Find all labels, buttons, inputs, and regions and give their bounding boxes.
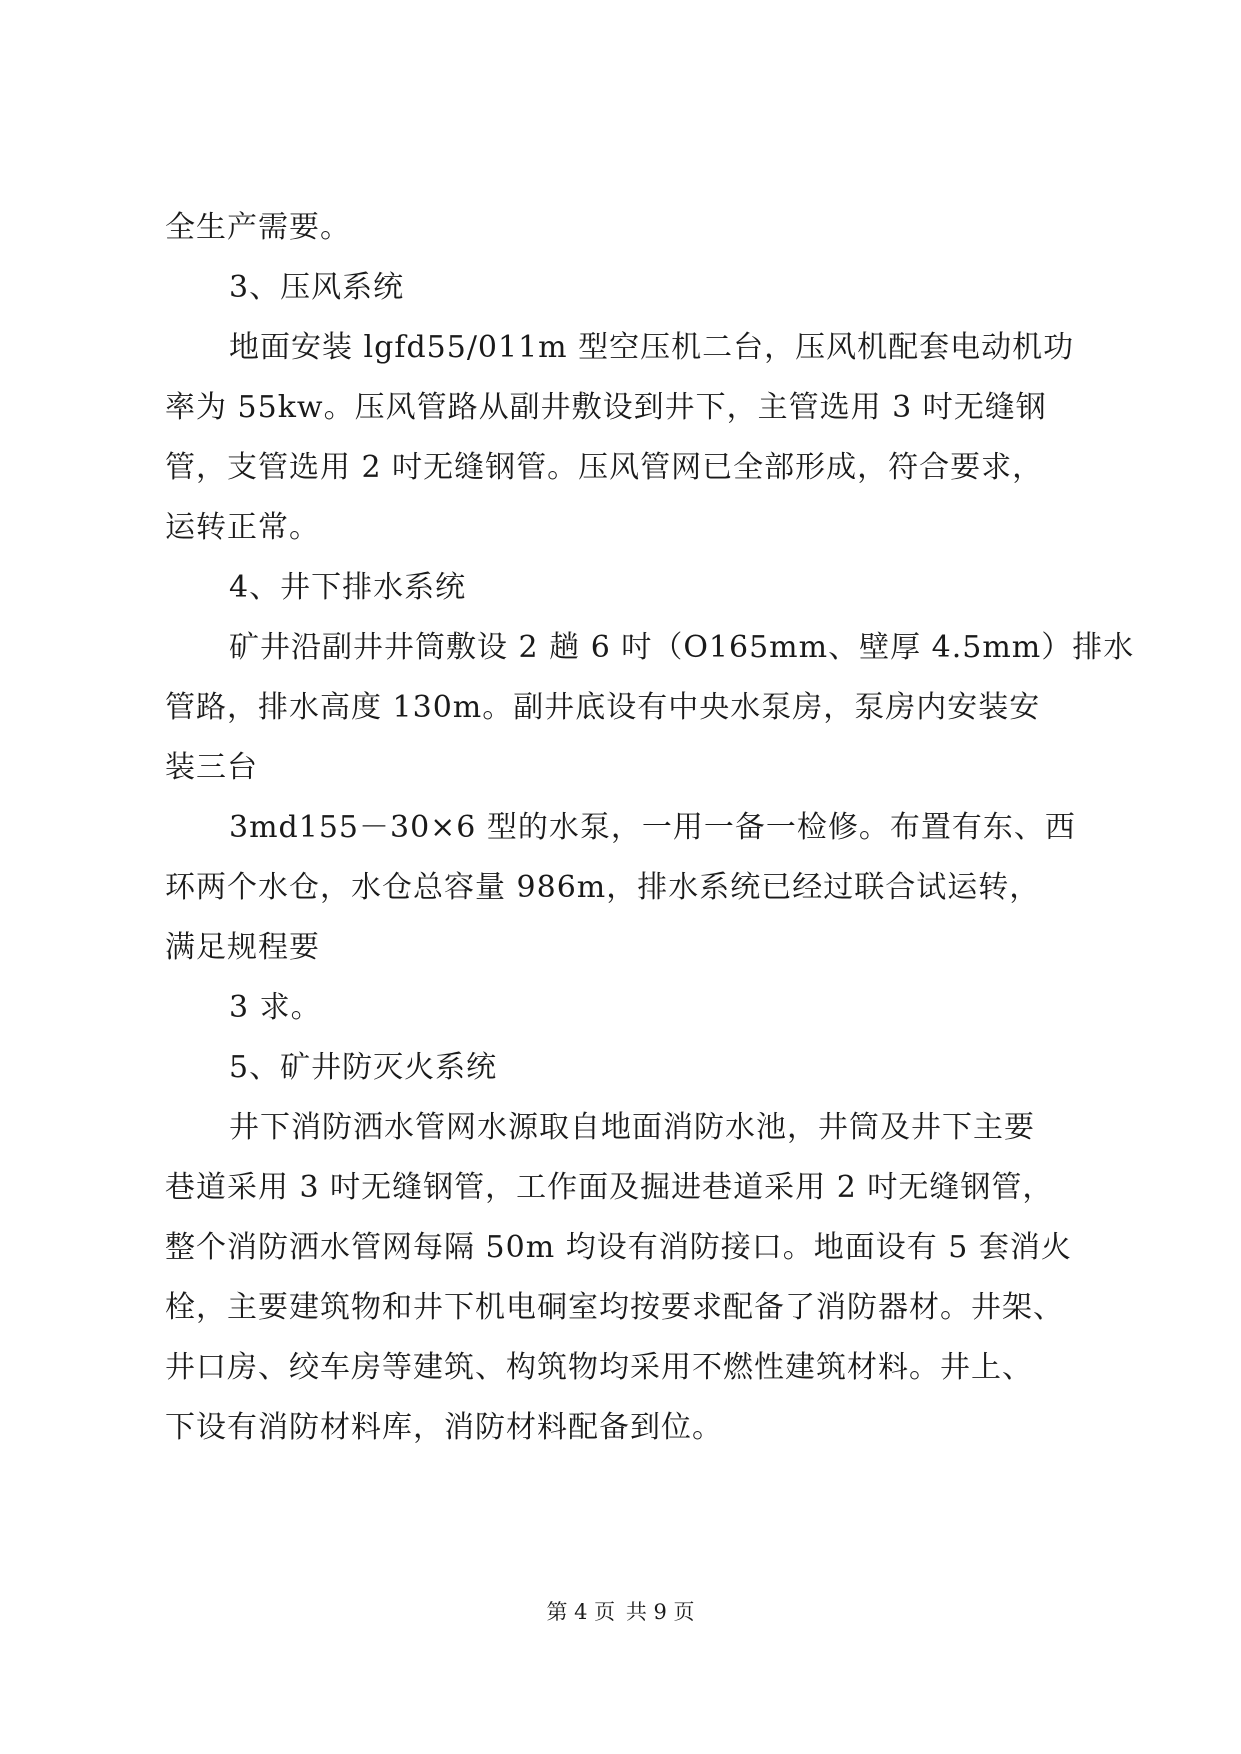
- paragraph-line: 率为 55kw。压风管路从副井敷设到井下，主管选用 3 吋无缝钢: [165, 390, 1047, 425]
- paragraph-line: 井口房、绞车房等建筑、构筑物均采用不燃性建筑材料。井上、: [165, 1350, 1033, 1385]
- paragraph-line: 栓，主要建筑物和井下机电硐室均按要求配备了消防器材。井架、: [165, 1290, 1064, 1325]
- paragraph-line: 地面安装 lgfd55/011m 型空压机二台，压风机配套电动机功: [229, 330, 1075, 365]
- paragraph-line: 下设有消防材料库，消防材料配备到位。: [165, 1410, 723, 1445]
- page-number: 第 4 页: [546, 1600, 616, 1624]
- paragraph-line: 矿井沿副井井筒敷设 2 趟 6 吋（O165mm、壁厚 4.5mm）排水: [229, 630, 1135, 665]
- paragraph-line: 管，支管选用 2 吋无缝钢管。压风管网已全部形成，符合要求，: [165, 450, 1044, 485]
- paragraph-line: 整个消防洒水管网每隔 50m 均设有消防接口。地面设有 5 套消火: [165, 1230, 1072, 1265]
- paragraph-line: 环两个水仓，水仓总容量 986m，排水系统已经过联合试运转，: [165, 870, 1041, 905]
- paragraph-line: 全生产需要。: [165, 210, 351, 245]
- paragraph-line: 管路，排水高度 130m。副井底设有中央水泵房，泵房内安装安: [165, 690, 1041, 725]
- paragraph-line: 3 求。: [229, 990, 322, 1025]
- section-heading: 3、压风系统: [229, 270, 405, 305]
- paragraph-line: 3md155－30×6 型的水泵，一用一备一检修。布置有东、西: [229, 810, 1076, 845]
- paragraph-line: 运转正常。: [165, 510, 320, 545]
- section-heading: 5、矿井防灭火系统: [229, 1050, 498, 1085]
- page-total: 共 9 页: [625, 1600, 695, 1624]
- paragraph-line: 巷道采用 3 吋无缝钢管，工作面及掘进巷道采用 2 吋无缝钢管，: [165, 1170, 1054, 1205]
- page-footer: [0, 1598, 1241, 1626]
- paragraph-line: 满足规程要: [165, 930, 320, 965]
- paragraph-line: 井下消防洒水管网水源取自地面消防水池，井筒及井下主要: [229, 1110, 1035, 1145]
- paragraph-line: 装三台: [165, 750, 258, 785]
- section-heading: 4、井下排水系统: [229, 570, 467, 605]
